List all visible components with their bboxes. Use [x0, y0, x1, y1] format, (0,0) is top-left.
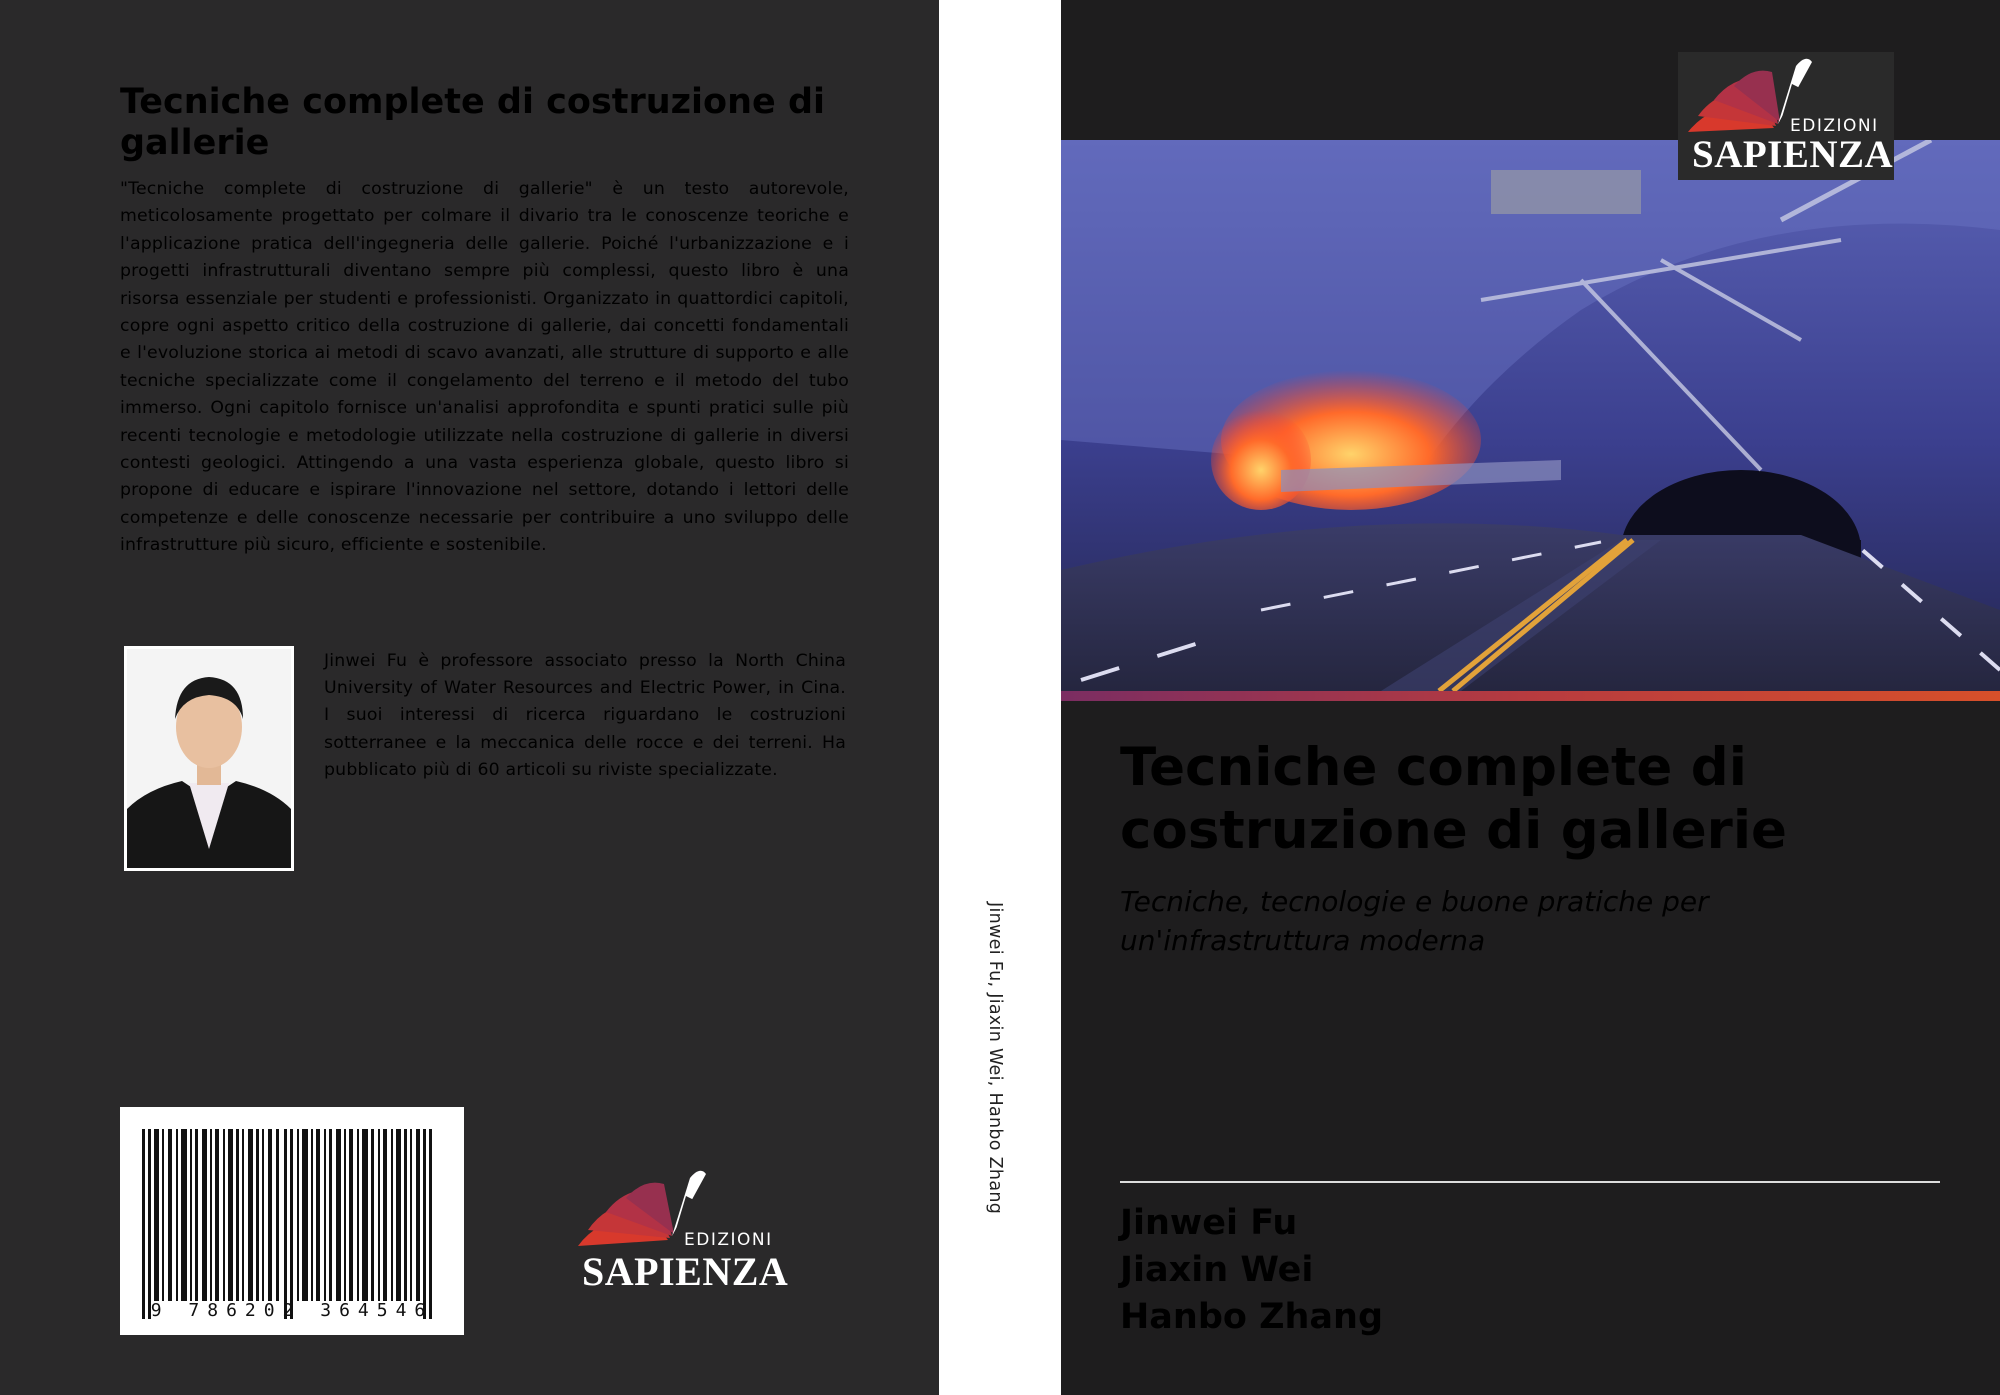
- spine-authors: Jinwei Fu, Jiaxin Wei, Hanbo Zhang: [985, 902, 1005, 1215]
- publisher-name-label: SAPIENZA: [582, 1249, 789, 1294]
- author-divider: [1120, 1181, 1940, 1183]
- author-portrait-image: [127, 649, 291, 868]
- cover-accent-bar: [1061, 691, 2000, 701]
- back-cover-title: Tecniche complete di costruzione di gallerie: [120, 82, 825, 163]
- author-name: Jiaxin Wei: [1120, 1250, 1314, 1290]
- front-cover-authors: [1120, 1200, 1383, 1341]
- isbn-barcode: [120, 1107, 464, 1335]
- author-bio: Jinwei Fu è professore associato presso la North China University of Water Resources and Electric Power, in Cina. I suoi interessi di ricerca riguardano le costruzioni sotterranee e la meccanica delle rocce e dei terreni. Ha pubblicato più di 60 articoli su riviste specializzate.: [324, 651, 846, 780]
- author-name: Jinwei Fu: [1120, 1203, 1298, 1243]
- tunnel-cover-image: [1061, 140, 2000, 691]
- publisher-edizioni-label: EDIZIONI: [1790, 116, 1879, 136]
- isbn-number: 9 786202 364546: [150, 1300, 434, 1321]
- publisher-edizioni-label: EDIZIONI: [684, 1230, 773, 1250]
- publisher-name-label: SAPIENZA: [1692, 133, 1894, 176]
- publisher-logo-back: [568, 1160, 794, 1292]
- author-name: Hanbo Zhang: [1120, 1297, 1383, 1337]
- author-photo: [124, 646, 294, 871]
- tunnel-illustration: [1061, 140, 2000, 691]
- publisher-logo-front: [1678, 52, 1894, 180]
- front-cover-subtitle: Tecniche, tecnologie e buone pratiche per un'infrastruttura moderna: [1120, 885, 1709, 957]
- front-cover-title: Tecniche complete di costruzione di gallerie: [1120, 737, 1787, 861]
- book-blurb: "Tecniche complete di costruzione di gallerie" è un testo autorevole, meticolosamente progettato per colmare il divario tra le conoscenze teoriche e l'applicazione pratica dell'ingegneria delle gallerie. Poiché l'urbanizzazione e i progetti infrastrutturali diventano sempre più complessi, questo libro è una risorsa essenziale per studenti e professionisti. Organizzato in quattordici capitoli, copre ogni aspetto critico della costruzione di gallerie, dai concetti fondamentali e l'evoluzione storica ai metodi di scavo avanzati, alle strutture di supporto e alle tecniche specializzate come il congelamento del terreno e il metodo del tubo immerso. Ogni capitolo fornisce un'analisi approfondita e spunti pratici sulle più recenti tecnologie e metodologie utilizzate nella costruzione di gallerie in diversi contesti geologici. Attingendo a una vasta esperienza globale, questo libro si propone di educare e ispirare l'innovazione nel settore, dotando i lettori delle competenze e delle conoscenze necessarie per contribuire a uno sviluppo delle infrastrutture più sicuro, efficiente e sostenibile.: [120, 179, 849, 556]
